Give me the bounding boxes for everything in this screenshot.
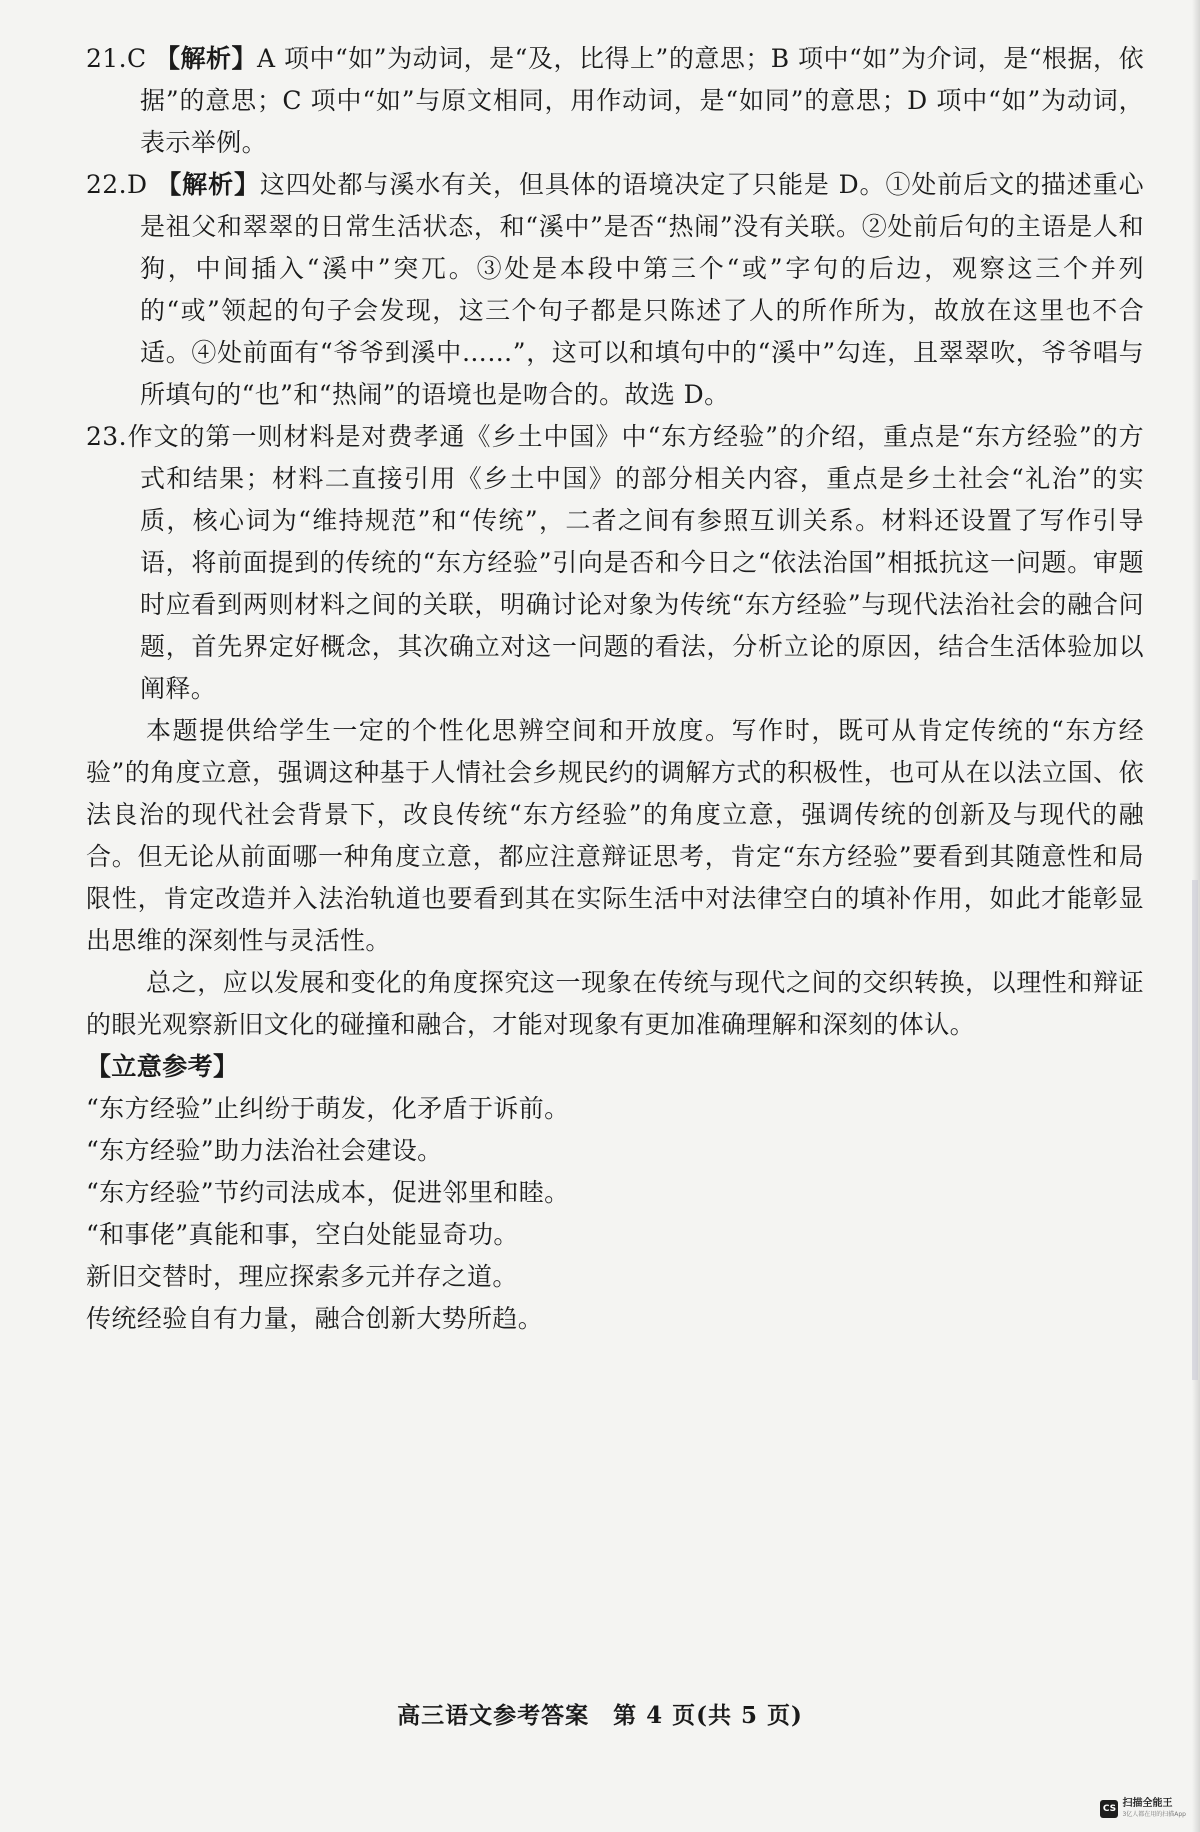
answer-item-22: [86, 164, 1144, 416]
answer-item-23: [86, 416, 1144, 710]
scanner-badge-subtitle: 3亿人都在用的扫描App: [1122, 1811, 1186, 1818]
reference-line: “东方经验”止纠纷于萌发，化矛盾于诉前。: [86, 1094, 570, 1123]
essay-summary-paragraph: 总之，应以发展和变化的角度探究这一现象在传统与现代之间的交织转换，以理性和辩证的眼光观察新旧文化的碰撞和融合，才能对现象有更加准确理解和深刻的体认。: [86, 968, 1144, 1039]
analysis-tag: 【解析】: [156, 170, 260, 199]
reference-line: 传统经验自有力量，融合创新大势所趋。: [86, 1304, 544, 1333]
scan-edge-mark: [1192, 880, 1198, 1380]
reference-line: “东方经验”助力法治社会建设。: [86, 1136, 443, 1165]
answer-number: 21.C: [86, 44, 147, 73]
scanner-watermark-badge: [1100, 1798, 1186, 1820]
reference-heading: 【立意参考】: [86, 1052, 239, 1081]
essay-guidance-paragraph: 本题提供给学生一定的个性化思辨空间和开放度。写作时，既可从肯定传统的“东方经验”的角度立意，强调这种基于人情社会乡规民约的调解方式的积极性，也可从在以法立国、依法良治的现代社会背景下，改良传统“东方经验”的角度立意，强调传统的创新及与现代的融合。但无论从前面哪一种角度立意，都应注意辩证思考，肯定“东方经验”要看到其随意性和局限性，肯定改造并入法治轨道也要看到其在实际生活中对法律空白的填补作用，如此才能彰显出思维的深刻性与灵活性。: [86, 716, 1144, 955]
page-footer: 高三语文参考答案 第 4 页(共 5 页): [397, 1702, 803, 1729]
scanner-badge-title: 扫描全能王: [1122, 1798, 1173, 1809]
answer-item-21: [86, 38, 1144, 164]
camscanner-logo-icon: CS: [1100, 1800, 1118, 1818]
reference-line: “东方经验”节约司法成本，促进邻里和睦。: [86, 1178, 570, 1207]
answer-content: [86, 38, 1144, 1340]
answer-number: 22.D: [86, 170, 148, 199]
reference-line: “和事佬”真能和事，空白处能显奇功。: [86, 1220, 519, 1249]
reference-line: 新旧交替时，理应探索多元并存之道。: [86, 1262, 518, 1291]
answer-text: 这四处都与溪水有关，但具体的语境决定了只能是 D。①处前后文的描述重心是祖父和翠翠的日常生活状态，和“溪中”是否“热闹”没有关联。②处前后句的主语是人和狗，中间插入“溪中”突兀。③处是本段中第三个“或”字句的后边，观察这三个并列的“或”领起的句子会发现，这三个句子都是只陈述了人的所作所为，故放在这里也不合适。④处前面有“爷爷到溪中……”，这可以和填句中的“溪中”勾连，且翠翠吹，爷爷唱与所填句的“也”和“热闹”的语境也是吻合的。故选 D。: [140, 170, 1144, 409]
answer-number: 23.: [86, 422, 127, 451]
answer-text: 作文的第一则材料是对费孝通《乡土中国》中“东方经验”的介绍，重点是“东方经验”的方式和结果；材料二直接引用《乡土中国》的部分相关内容，重点是乡土社会“礼治”的实质，核心词为“维持规范”和“传统”，二者之间有参照互训关系。材料还设置了写作引导语，将前面提到的传统的“东方经验”引向是否和今日之“依法治国”相抵抗这一问题。审题时应看到两则材料之间的关联，明确讨论对象为传统“东方经验”与现代法治社会的融合问题，首先界定好概念，其次确立对这一问题的看法，分析立论的原因，结合生活体验加以阐释。: [126, 422, 1144, 703]
analysis-tag: 【解析】: [154, 44, 258, 73]
scanner-badge-text: [1122, 1798, 1186, 1820]
answer-text: A 项中“如”为动词，是“及，比得上”的意思；B 项中“如”为介词，是“根据，依据”的意思；C 项中“如”与原文相同，用作动词，是“如同”的意思；D 项中“如”为动词，表示举例。: [140, 44, 1144, 157]
